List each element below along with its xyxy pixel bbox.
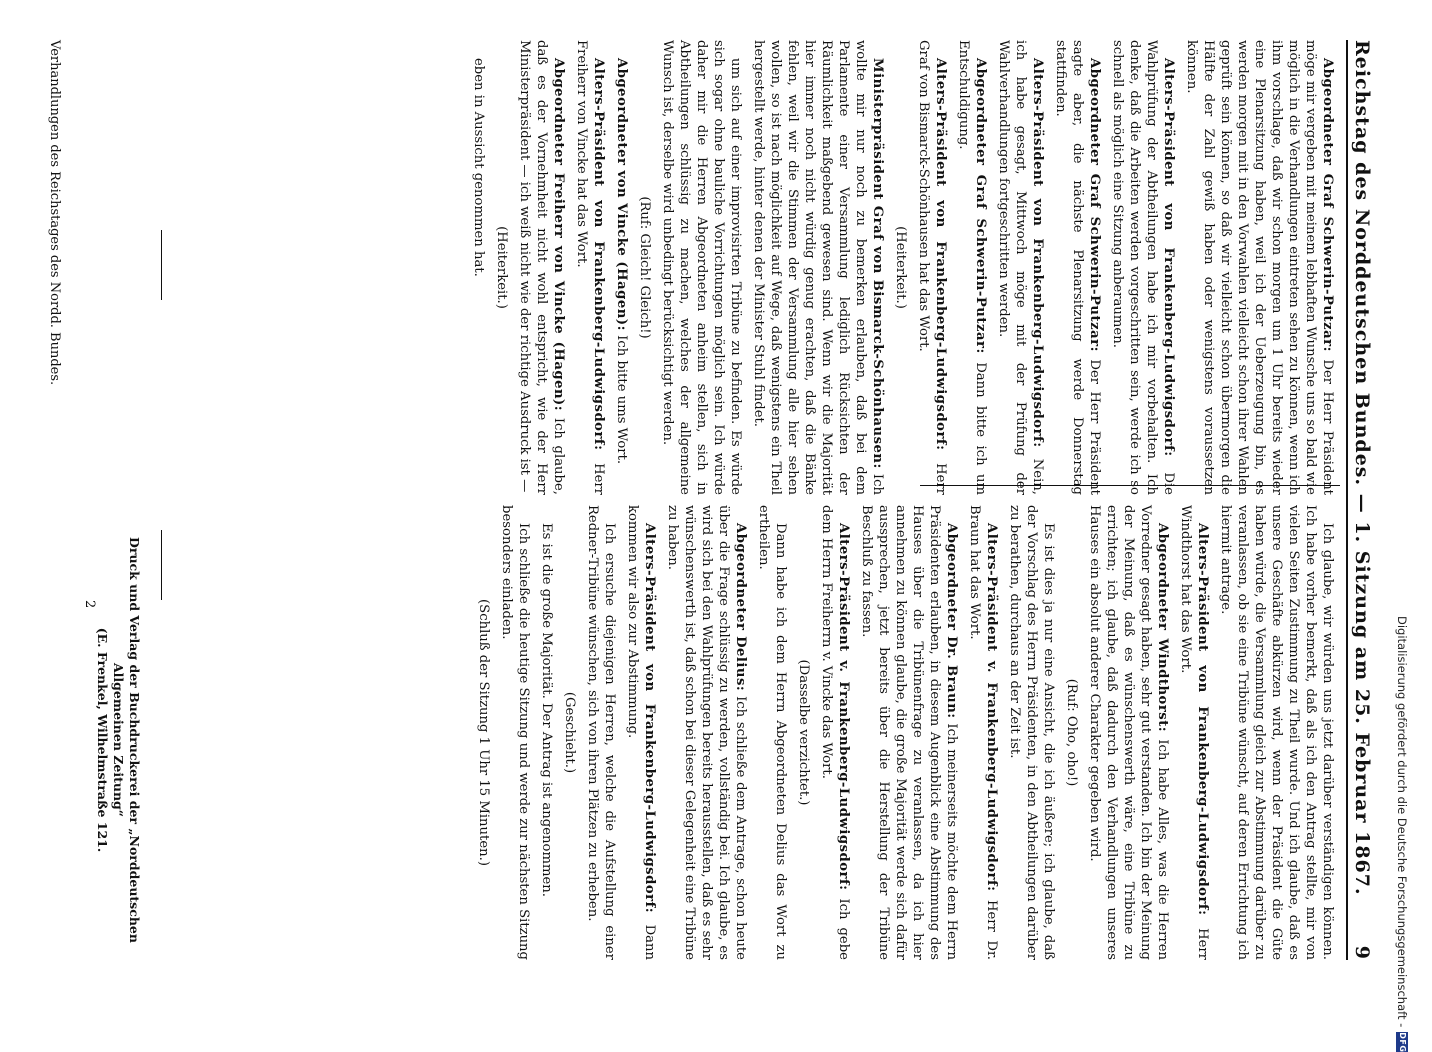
paragraph [755,505,789,960]
speaker-name: Alters-Präsident von Frankenberg-Ludwigsdorf: [591,58,606,451]
paragraph-text: Herr Dr. Braun hat das Wort. [967,505,999,960]
stage-direction: (Ruf: Gleich! Gleich!) [637,196,652,339]
stage-direction: (Schluß der Sitzung 1 Uhr 15 Minuten.) [476,599,491,866]
paragraph [664,505,749,960]
speaker-name: Ministerpräsident Graf von Bismarck-Schönhausen: [870,58,885,469]
paragraph-text: Dann habe ich dem Herrn Abgeordneten Delius das Wort zu ertheilen. [756,505,788,960]
printer-line-2: (E. Frenkel, Wilhelmstraße 121. [95,627,110,853]
running-head [1346,40,1377,960]
paragraph-text: Es ist die große Majorität. Der Antrag ist angenommen. [539,523,554,897]
paragraph [858,505,960,960]
paragraph-text: Ich meinerseits möchte dem Herrn Präsidenten erlauben, in diesem Augenblick eine Abstimmung des Hauses über die Tribünenfrage zu veranlassen, da ich hier annehmen zu können glaube, die große Majorität werde sich dafür aussprechen, jetzt bereits über die Herstellung der Tribüne Beschluß zu fassen. [859,505,959,960]
paragraph-text: Ich habe Alles, was die Herren Vorredner gesagt haben, sehr gut verstanden. Ich bin der Meinung der Meinung, daß es wünschenswerth wäre, eine Tribüne zu errichten; ich glaube, daß dadurch den Verhandlungen unseres Hauses ein absolut anderer Charakter gegeben wird. [1087,505,1170,961]
paragraph [1217,505,1336,960]
paragraph [1052,40,1103,495]
paragraph [1183,40,1336,495]
paragraph [750,40,886,495]
separator-line [161,530,162,600]
paragraph [818,505,852,960]
speaker-name: Abgeordneter Freiherr von Vincke (Hagen): [551,58,566,412]
right-column [469,505,1336,960]
paragraph [966,505,1000,960]
paragraph [573,40,607,495]
paragraph [1109,40,1177,495]
speaker-name: Alters-Präsident von Frankenberg-Ludwigsdorf: [642,523,657,914]
speaker-name: Abgeordneter Graf Schwerin-Putzar: [973,58,988,354]
paragraph [955,40,989,495]
paragraph [995,40,1046,495]
left-column [464,40,1336,495]
paragraph-text: Herr Graf von Bismarck-Schönhausen hat das Wort. [916,40,948,495]
paragraph-text: Ich glaube, daß es der Vornehmheit nicht wohl entspricht, wie der Herr Ministerpräsident — ich weiß nicht wie der richtige Ausdruck ist — [517,40,566,495]
paragraph [1177,505,1211,960]
separator-line [161,230,162,300]
paragraph [470,40,487,495]
speaker-name: Abgeordneter Delius: [733,523,748,692]
paragraph-text: Dann kommen wir also zur Abstimmung. [625,505,657,960]
paragraph-text: Die Wahlprüfung der Abtheilungen habe ich mir vorbehalten. Ich denke, daß die Arbeiten werden vorgeschritten sein, werde ich so schnell als möglich eine Sitzung anberaumen. [1110,40,1176,495]
digitization-text: Digitalisierung gefördert durch die Deutsche Forschungsgemeinschaft - [1395,616,1409,1028]
paragraph [659,40,744,495]
speaker-name: Alters-Präsident von Frankenberg-Ludwigsdorf: [1195,523,1210,916]
running-head-title: Reichstag des Norddeutschen Bundes. — 1. Sitzung am 25. Februar 1867. [1351,40,1373,896]
paragraph-text: Ich gebe dem Herrn Freiherrn v. Vincke das Wort. [819,505,851,960]
paragraph-text: Ich ersuche diejenigen Herren, welche die Aufstellung einer Redner-Tribüne wünschen, sich von ihren Plätzen zu erheben. [585,505,617,960]
speaker-name: Abgeordneter von Vincke (Hagen): [614,58,629,331]
paragraph [613,40,630,495]
paragraph-text: Herr Freiherr von Vincke hat das Wort. [574,40,606,495]
running-head-page-number: 9 [1351,945,1373,960]
paragraph-text: Es ist dies ja nur eine Ansicht, die ich äußere; ich glaube, daß der Vorschlag des Herrn Präsidenten, in den Abtheilungen darüber zu berathen, durchaus an der Zeit ist. [1007,505,1056,960]
paragraph-text: Nein, ich habe gesagt, Mittwoch möge mit der Prüfung der Wahlverhandlungen fortgeschritten werden. [996,40,1045,495]
paragraph-text: Der Herr Präsident möge mir vergeben mit meinem lebhaften Wunsche uns so bald wie möglich in die Verhandlungen eintreten sehen zu können, wenn ich ihm vorschlage, daß wir schon morgen um 1 Uhr bereits wieder eine Plenarsitzung haben, weil ich der Ueberzeugung bin, es werden morgen mit in den Vorwahlen vielleicht schon ihrer Wahlen geprüft sein können, so daß wir vielleicht schon übermorgen die Hälfte der Zahl gewiß haben oder wenigstens voraussetzen können. [1184,40,1335,495]
speaker-name: Abgeordneter Windthorst: [1155,523,1170,733]
printer-imprint [94,505,142,975]
paragraph-text: Ich wollte mir nur noch zu bemerken erlauben, daß bei dem Parlamente einer Versammlung lediglich Rücksichten der Räumlichkeit maßgebend gewesen sind. Wenn wir die Majorität hier immer noch nicht würdig genug erachten, daß die Bänke fehlen, weil wir die Stimmen der Versammlung alle hier sehen wollen, so ist nach möglichkeit auf Wege, daß wenigstens ein Theil hergestellt werde, hinter denen der Minister Stuhl findet. [751,40,885,495]
speaker-name: Alters-Präsident von Frankenberg-Ludwigsdorf: [1161,58,1176,457]
paragraph-text: Der Herr Präsident sagte aber, die nächste Plenarsitzung werde Donnerstag stattfinden. [1053,40,1102,495]
speaker-name: Abgeordneter Graf Schwerin-Putzar: [1087,58,1102,352]
speaker-name: Abgeordneter Graf Schwerin-Putzar: [1320,58,1335,352]
paragraph-text: Ich schließe dem Antrage, schon heute über die Frage schlüssig zu werden, vollständig bei. Ich glaube, es wird sich bei den Wahlprüfungen bereits herausstellen, daß es sehr wünschenswerth ist, daß schon bei dieser Gelegenheit eine Tribüne zu haben. [665,505,748,960]
printer-line-1: Druck und Verlag der Buchdruckerei der „Norddeutschen Allgemeinen Zeitung“ [111,537,142,943]
speaker-name: Alters-Präsident v. Frankenberg-Ludwigsdorf: [984,523,999,892]
stage-direction: (Ruf: Oho, oho!) [1064,678,1079,787]
paragraph [1086,505,1171,960]
paragraph [1006,505,1057,960]
digitization-note [1394,616,1410,1052]
paragraph [498,505,532,960]
paragraph-text: Herr Windthorst hat das Wort. [1178,505,1210,960]
dfg-logo-icon: DFG [1398,1032,1407,1052]
paragraph-text: Ich glaube, wir würden uns jetzt darüber verständigen können. Ich habe vorher bemerkt, daß als ich den Antrag stellte, mir von vielen Seiten Zustimmung zu Theil wurde. Und ich glaube, daß es unsere Geschäfte abkürzen wird, wenn der Präsident die Güte haben würde, die Versammlung gleich zur Abstimmung darüber zu veranlassen, ob sie eine Tribüne wünscht, auf deren Errichtung ich hiermit antrage. [1218,505,1335,960]
paragraph-text: Ich schließe die heutige Sitzung und werde zur nächsten Sitzung besonders einladen. [499,505,531,960]
speaker-name: Alters-Präsident von Frankenberg-Ludwigsdorf: [933,58,948,451]
stage-direction: (Heiterkeit.) [893,226,908,309]
speaker-name: Alters-Präsident v. Frankenberg-Ludwigsdorf: [836,523,851,891]
stage-direction: (Geschieht.) [562,691,577,774]
paragraph-text: Ich bitte ums Wort. [614,335,629,465]
stage-direction: (Heiterkeit.) [494,226,509,309]
paragraph [516,40,567,495]
paragraph-text: eben in Aussicht genommen hat. [471,58,486,277]
speaker-name: Alters-Präsident von Frankenberg-Ludwigsdorf: [1030,58,1045,448]
paragraph-text: Dann bitte ich um Entschuldigung. [956,40,988,495]
paragraph [538,505,555,960]
paragraph [584,505,618,960]
paragraph [624,505,658,960]
footer-source: Verhandlungen des Reichstages des Nordd. Bundes. [47,40,62,386]
stage-direction: (Dasselbe verzichtet.) [796,659,811,806]
speaker-name: Abgeordneter Dr. Braun: [944,523,959,719]
page-footer-number: 2 [82,600,97,609]
paragraph-text: um sich auf einer improvisirten Tribüne zu befinden. Es würde sich sogar ohne bauliche Vorrichtungen möglich sein. Ich würde daher mir die Herren Abgeordneten anheim stellen, sich in Abtheilungen schlüssig zu machen, welches der allgemeine Wunsch ist, derselbe wird unbedingt berücksichtigt werden. [660,40,743,495]
paragraph [915,40,949,495]
